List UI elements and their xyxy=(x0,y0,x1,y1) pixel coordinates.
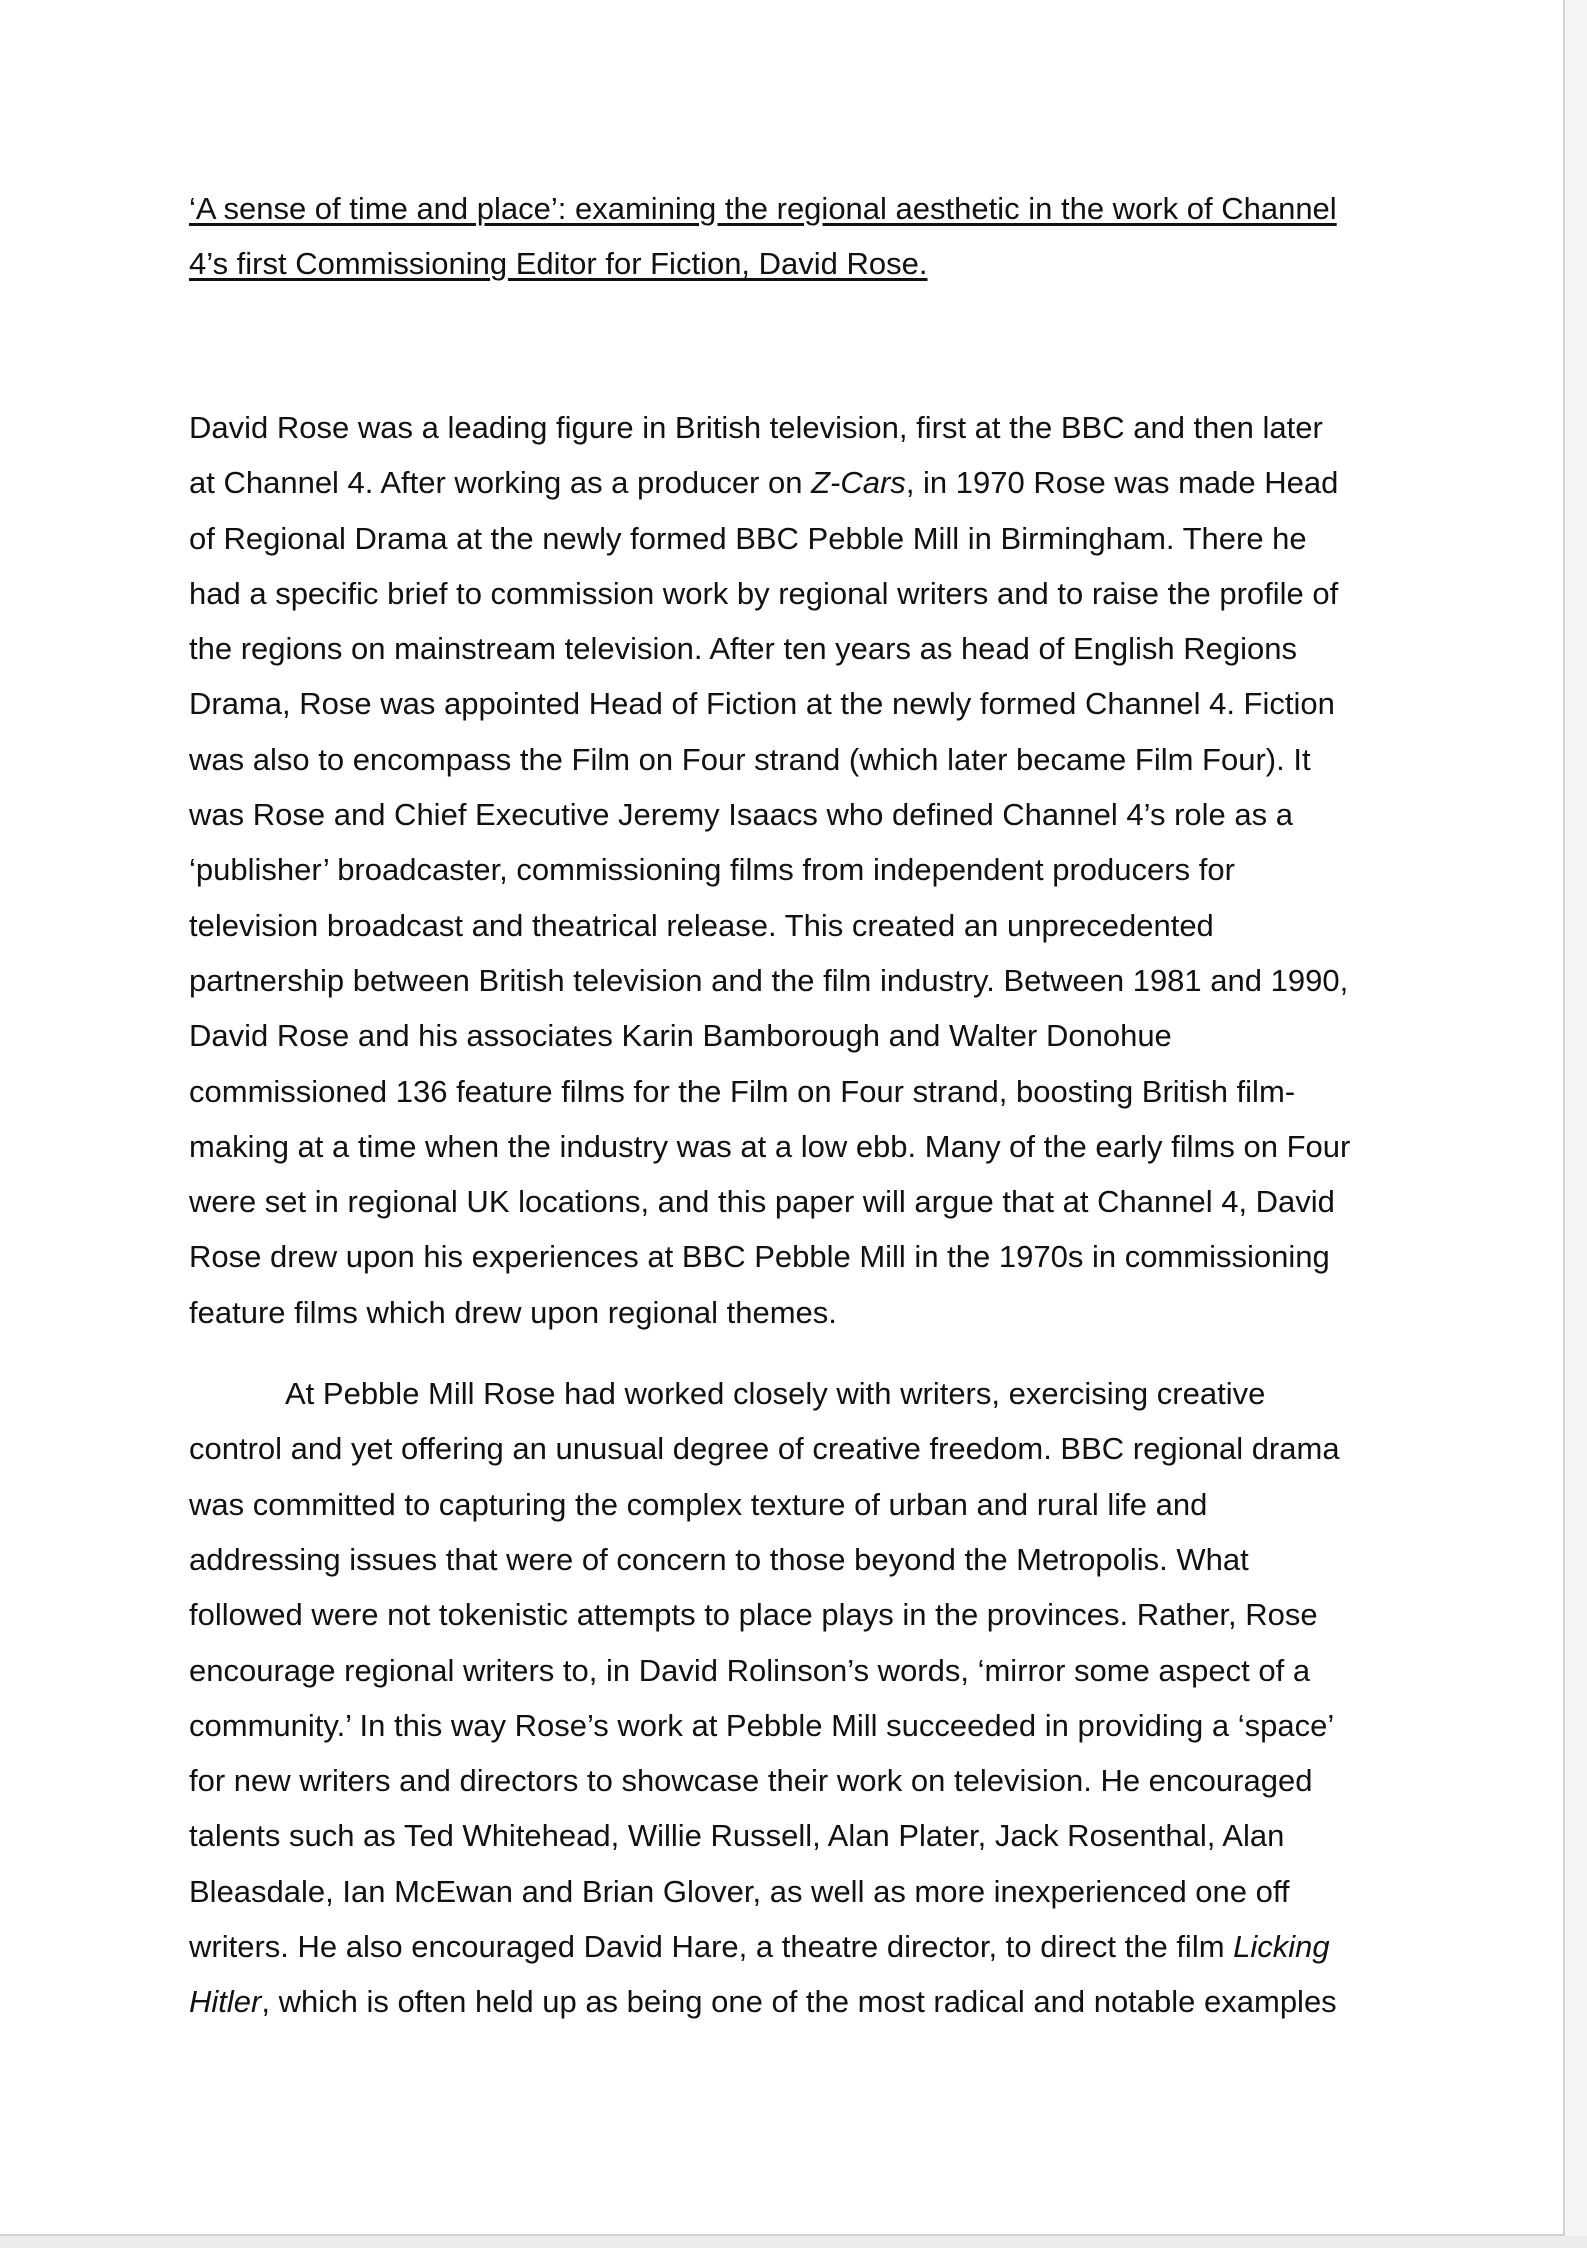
text-line: partnership between British television and the film industry. Between 1981 and 1990, xyxy=(189,962,1349,998)
document-title xyxy=(189,181,1399,291)
text-line: of Regional Drama at the newly formed BBC Pebble Mill in Birmingham. There he xyxy=(189,520,1307,556)
text-line: feature films which drew upon regional themes. xyxy=(189,1294,837,1330)
text-span: at Channel 4. After working as a producer on xyxy=(189,465,812,501)
text-line: was also to encompass the Film on Four strand (which later became Film Four). It xyxy=(189,741,1311,777)
text-line: Rose drew upon his experiences at BBC Pebble Mill in the 1970s in commissioning xyxy=(189,1239,1330,1275)
italic-title: Hitler xyxy=(189,1984,262,2020)
text-line: had a specific brief to commission work by regional writers and to raise the profile of xyxy=(189,575,1339,611)
text-line: David Rose and his associates Karin Bamborough and Walter Donohue xyxy=(189,1018,1172,1054)
text-line: the regions on mainstream television. After ten years as head of English Regions xyxy=(189,631,1298,667)
text-line: for new writers and directors to showcase their work on television. He encouraged xyxy=(189,1763,1313,1799)
document-body xyxy=(189,181,1399,2030)
text-line: was committed to capturing the complex texture of urban and rural life and xyxy=(189,1486,1208,1522)
paragraph-1 xyxy=(189,400,1399,1340)
text-line xyxy=(189,1974,1399,2029)
page-edge-bottom xyxy=(0,2236,1587,2248)
text-line: encourage regional writers to, in David Rolinson’s words, ‘mirror some aspect of a xyxy=(189,1652,1311,1688)
text-line: talents such as Ted Whitehead, Willie Russell, Alan Plater, Jack Rosenthal, Alan xyxy=(189,1818,1285,1854)
text-line: followed were not tokenistic attempts to place plays in the provinces. Rather, Rose xyxy=(189,1597,1318,1633)
page-edge-right xyxy=(1565,0,1587,2248)
italic-title: Licking xyxy=(1233,1929,1330,1965)
text-span: writers. He also encouraged David Hare, a theatre director, to direct the film xyxy=(189,1929,1234,1965)
title-line: 4’s first Commissioning Editor for Fiction, David Rose. xyxy=(189,246,928,281)
italic-title: Z-Cars xyxy=(811,465,906,501)
text-line: were set in regional UK locations, and this paper will argue that at Channel 4, David xyxy=(189,1184,1335,1220)
text-line xyxy=(189,1919,1399,1974)
text-line: community.’ In this way Rose’s work at Pebble Mill succeeded in providing a ‘space’ xyxy=(189,1707,1335,1743)
text-line: Bleasdale, Ian McEwan and Brian Glover, as well as more inexperienced one off xyxy=(189,1873,1290,1909)
title-line: ‘A sense of time and place’: examining the regional aesthetic in the work of Channel xyxy=(189,191,1337,226)
text-span: , in 1970 Rose was made Head xyxy=(905,465,1339,501)
text-line xyxy=(189,455,1399,510)
text-line: television broadcast and theatrical release. This created an unprecedented xyxy=(189,907,1214,943)
paragraph-2 xyxy=(189,1366,1399,2030)
text-line: was Rose and Chief Executive Jeremy Isaacs who defined Channel 4’s role as a xyxy=(189,797,1293,833)
text-line: making at a time when the industry was at a low ebb. Many of the early films on Four xyxy=(189,1128,1351,1164)
text-span: , which is often held up as being one of the most radical and notable examples xyxy=(261,1984,1337,2020)
text-line: At Pebble Mill Rose had worked closely with writers, exercising creative xyxy=(285,1376,1266,1412)
text-line: commissioned 136 feature films for the Film on Four strand, boosting British film- xyxy=(189,1073,1296,1109)
text-line: control and yet offering an unusual degree of creative freedom. BBC regional drama xyxy=(189,1431,1340,1467)
text-line: David Rose was a leading figure in British television, first at the BBC and then later xyxy=(189,410,1323,445)
text-line: addressing issues that were of concern to those beyond the Metropolis. What xyxy=(189,1541,1249,1577)
text-line: ‘publisher’ broadcaster, commissioning films from independent producers for xyxy=(189,852,1235,888)
text-line: Drama, Rose was appointed Head of Fiction at the newly formed Channel 4. Fiction xyxy=(189,686,1335,722)
